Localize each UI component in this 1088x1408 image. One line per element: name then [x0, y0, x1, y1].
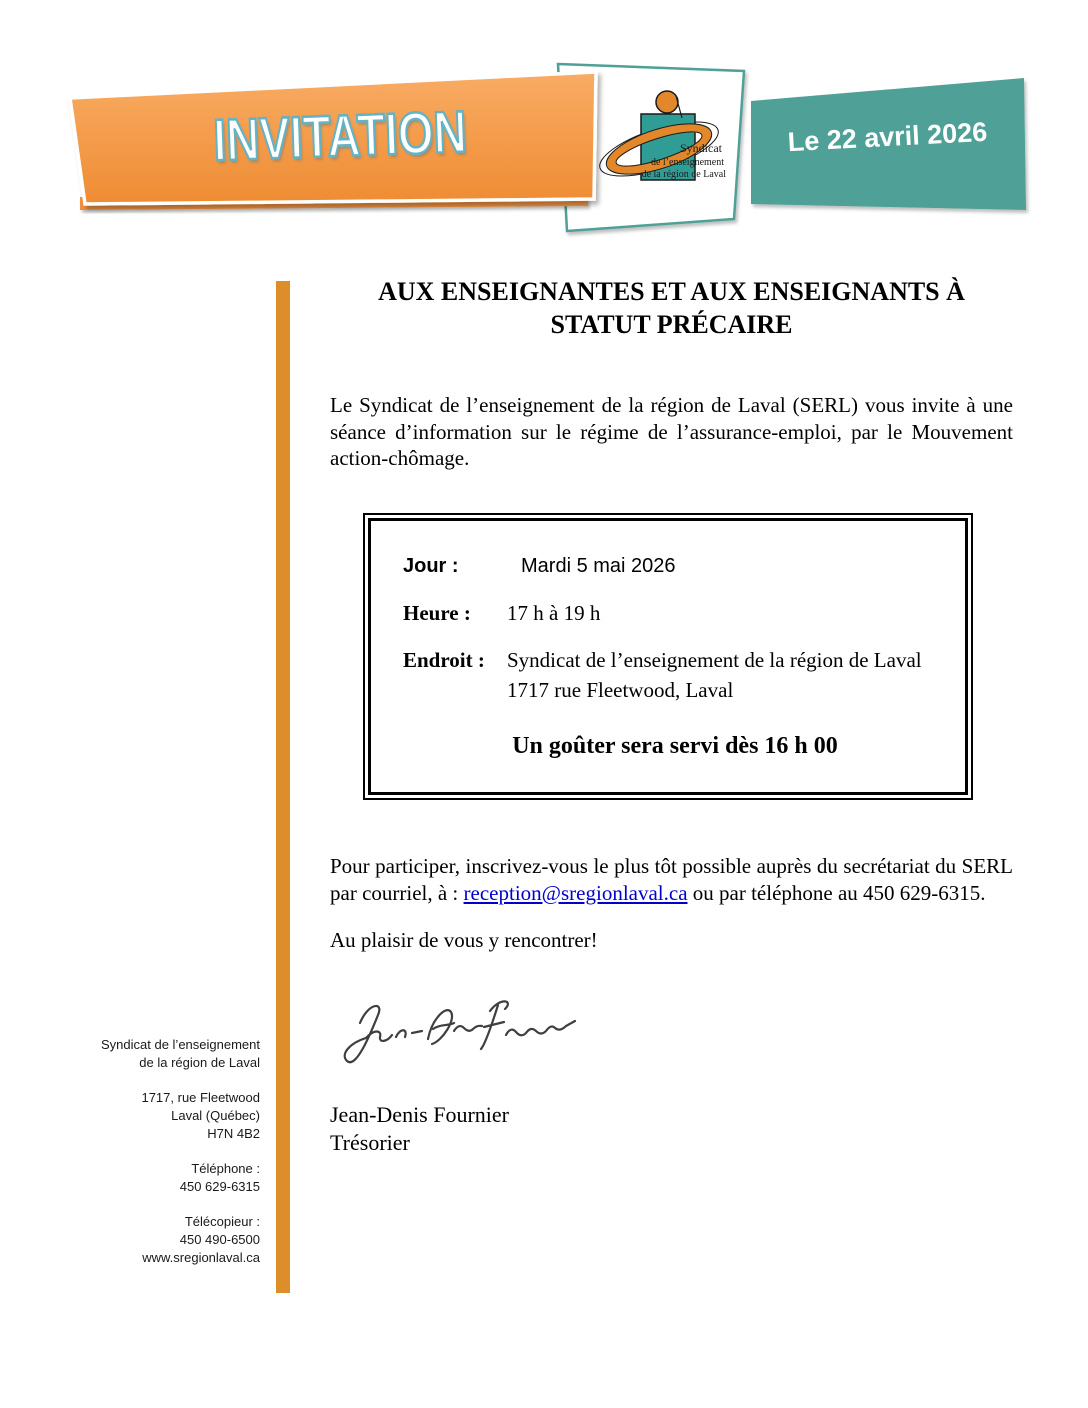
logo-figure-head — [656, 91, 678, 113]
invitation-banner-title: INVITATION — [212, 98, 468, 173]
sidebar-phone — [78, 1160, 260, 1196]
detail-row-jour — [403, 551, 947, 581]
contact-text-after: ou par téléphone au 450 629-6315. — [687, 880, 986, 905]
email-link[interactable]: reception@sregionlaval.ca — [463, 880, 688, 905]
heure-label: Heure : — [403, 601, 471, 625]
sidebar-address — [78, 1089, 260, 1143]
sidebar-fax-label: Télécopieur : — [184, 1214, 260, 1229]
endroit-label: Endroit : — [403, 648, 485, 672]
jour-label: Jour : — [403, 555, 459, 577]
detail-row-endroit — [403, 645, 947, 705]
jour-value: Mardi 5 mai 2026 — [521, 555, 676, 577]
sidebar-fax — [78, 1213, 260, 1267]
details-box — [363, 513, 973, 800]
date-banner-text: Le 22 avril 2026 — [786, 116, 988, 158]
sidebar-address-line2: Laval (Québec) — [171, 1108, 260, 1123]
letter-heading: AUX ENSEIGNANTES ET AUX ENSEIGNANTS À STATUT PRÉCAIRE — [378, 277, 965, 339]
endroit-value-line1: Syndicat de l’enseignement de la région de Laval — [507, 648, 922, 672]
contact-paragraph — [330, 853, 1013, 906]
sidebar-fax-number: 450 490-6500 — [179, 1232, 260, 1247]
sidebar-address-line1: 1717, rue Fleetwood — [141, 1090, 260, 1105]
signer-block — [330, 1101, 730, 1157]
snack-note: Un goûter sera servi dès 16 h 00 — [512, 733, 838, 759]
logo-text-line1: Syndicat — [680, 141, 722, 155]
intro-paragraph: Le Syndicat de l’enseignement de la région de Laval (SERL) vous invite à une séance d’information sur le régime de l’assurance-emploi, par le Mouvement action-chômage. — [330, 393, 1013, 470]
logo-text-line2: de l’enseignement — [650, 157, 724, 168]
endroit-value-line2: 1717 rue Fleetwood, Laval — [507, 678, 734, 702]
details-box-inner — [368, 518, 968, 795]
signer-name: Jean-Denis Fournier — [330, 1102, 510, 1127]
heure-value: 17 h à 19 h — [507, 601, 601, 625]
sidebar-contact-block — [78, 1036, 260, 1267]
endroit-value — [507, 645, 947, 705]
vertical-rule — [276, 281, 290, 1293]
sidebar-website: www.sregionlaval.ca — [142, 1250, 260, 1265]
sidebar-org-line2: de la région de Laval — [139, 1055, 260, 1070]
sidebar-org — [78, 1036, 260, 1072]
signature-image — [330, 995, 580, 1090]
sidebar-phone-number: 450 629-6315 — [179, 1179, 260, 1194]
sidebar-org-line1: Syndicat de l’enseignement — [101, 1037, 260, 1052]
sidebar-address-line3: H7N 4B2 — [207, 1126, 260, 1141]
sidebar-phone-label: Téléphone : — [191, 1161, 260, 1176]
logo-text-line3: de la région de Laval — [641, 169, 726, 180]
signer-title: Trésorier — [330, 1130, 410, 1155]
contact-text-before: Pour participer, inscrivez-vous le plus tôt possible auprès du secrétariat du SERL par courriel, à : — [330, 854, 1013, 905]
closing-paragraph: Au plaisir de vous y rencontrer! — [330, 928, 598, 952]
detail-row-heure — [403, 598, 947, 628]
